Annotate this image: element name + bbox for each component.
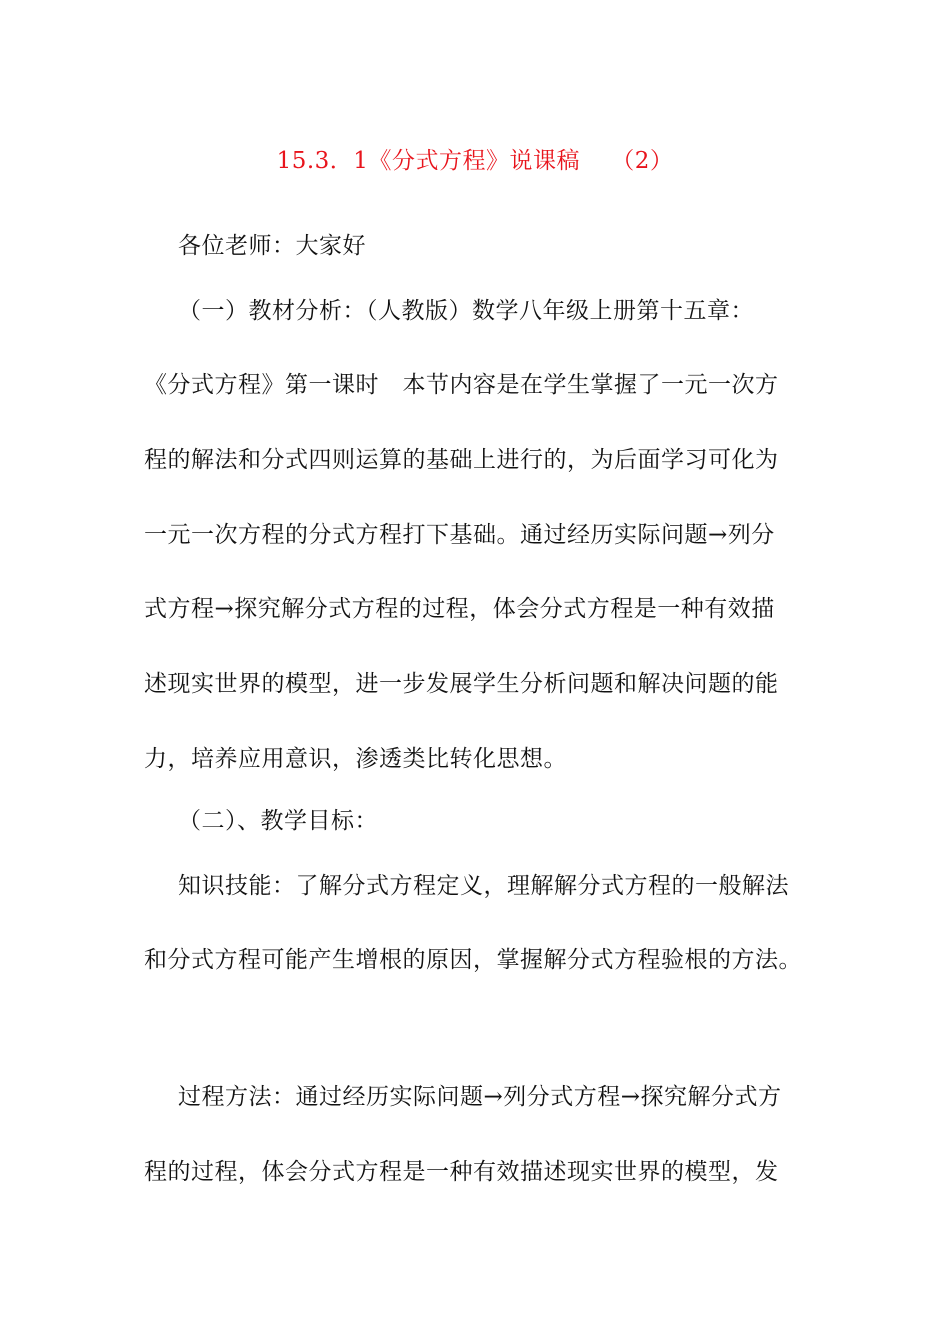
paragraph-line: 程的过程，体会分式方程是一种有效描述现实世界的模型，发 [144,1159,779,1185]
section-2-heading-line: （二）、教学目标： [178,808,378,834]
paragraph-line: 一元一次方程的分式方程打下基础。通过经历实际问题→列分 [144,522,775,548]
section-1-heading-line: （一）教材分析：（人教版）数学八年级上册第十五章： [178,298,754,324]
paragraph-line: 式方程→探究解分式方程的过程，体会分式方程是一种有效描 [144,596,775,622]
paragraph-line: 述现实世界的模型，进一步发展学生分析问题和解决问题的能 [144,671,779,697]
knowledge-skills-line: 知识技能：了解分式方程定义，理解解分式方程的一般解法 [178,873,789,899]
paragraph-line: 和分式方程可能产生增根的原因，掌握解分式方程验根的方法。 [144,947,802,973]
paragraph-line: 《分式方程》第一课时 本节内容是在学生掌握了一元一次方 [144,372,779,398]
paragraph-line: 程的解法和分式四则运算的基础上进行的，为后面学习可化为 [144,447,779,473]
document-title: 15.3．1《分式方程》说课稿 （2） [276,148,674,174]
paragraph-line: 力，培养应用意识，渗透类比转化思想。 [144,746,567,772]
greeting-line: 各位老师：大家好 [178,233,366,259]
process-method-line: 过程方法：通过经历实际问题→列分式方程→探究解分式方 [178,1084,782,1110]
